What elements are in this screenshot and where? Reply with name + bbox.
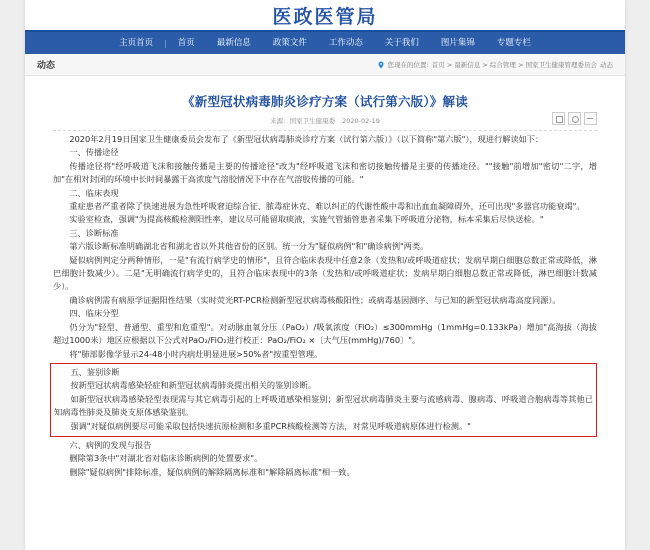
article <box>25 76 625 489</box>
paragraph-15: 如新型冠状病毒感染轻型表现需与其它病毒引起的上呼吸道感染相鉴别；新型冠状病毒肺炎主要与流感病毒、腺病毒、呼吸道合胞病毒等其他已知病毒性肺炎及肺炎支原体感染鉴别。 <box>54 393 593 418</box>
paragraph-5: 实验室检查，强调"为提高核酸检测阳性率，建议尽可能留取痰液，实施气管插管患者采集下呼吸道分泌物，标本采集后尽快送检。" <box>69 214 544 225</box>
breadcrumb <box>25 54 625 76</box>
paragraph-17: 六、病例的发现与报告 <box>69 439 152 450</box>
nav-item-1[interactable]: 首页 <box>177 38 195 48</box>
paragraph-11: 仍分为"轻型、普通型、重型和危重型"。对动脉血氧分压（PaO₂）/吸氧浓度（FiO₂）≤300mmHg（1mmHg=0.133kPa）增加"高海拔（海拔超过1000米）地区应根据以下公式对PaO₂/FiO₂进行校正：PaO₂/FiO₂ ×〔大气压(mmHg)/760〕"。 <box>53 321 597 346</box>
nav-item-7[interactable]: 专题专栏 <box>496 38 531 48</box>
paragraph-10: 四、临床分型 <box>69 308 119 319</box>
breadcrumb-path[interactable]: 首页 > 最新信息 > 综合管理 > 国家卫生健康管理委员会 <box>431 61 597 69</box>
nav-item-3[interactable]: 政策文件 <box>272 38 307 48</box>
breadcrumb-path-wrap <box>377 60 617 69</box>
share-icon[interactable] <box>568 112 581 125</box>
site-container <box>25 0 625 550</box>
paragraph-9: 确诊病例需有病原学证据阳性结果（实时荧光RT-PCR检测新型冠状病毒核酸阳性；或病毒基因测序、与已知的新型冠状病毒高度同源）。 <box>69 294 561 305</box>
nav-item-0[interactable]: 主页首页 <box>119 38 154 48</box>
site-title: 医政医管局 <box>272 5 378 28</box>
paragraph-13: 五、鉴别诊断 <box>70 366 120 377</box>
paragraph-7: 第六版诊断标准明确湖北省和湖北省以外其他省份的区别。统一分为"疑似病例"和"确诊病例"两类。 <box>69 241 429 252</box>
nav-separator: | <box>164 38 167 48</box>
nav-item-4[interactable]: 工作动态 <box>328 38 363 48</box>
page-title: 《新型冠状病毒肺炎诊疗方案（试行第六版）》解读 <box>182 94 468 109</box>
paragraph-14: 按新型冠状病毒感染轻症和新型冠状病毒肺炎提出相关的鉴别诊断。 <box>70 380 317 391</box>
paragraph-12: 将"肺部影像学显示24-48小时内病灶明显进展>50%者"按重型管理。 <box>69 348 323 359</box>
paragraph-16: 强调"对疑似病例要尽可能采取包括快速抗原检测和多重PCR核酸检测等方法，对常见呼吸道病原体进行检测。" <box>70 420 471 431</box>
breadcrumb-location-prefix: 您现在的位置: <box>387 61 429 69</box>
article-body <box>53 133 597 479</box>
paragraph-4: 重症患者严重者除了快速进展为急性呼吸窘迫综合征、脓毒症休克、难以纠正的代谢性酸中毒和出血血凝障碍外，还可出现"多器官功能衰竭"。 <box>69 201 585 212</box>
article-date: 2020-02-19 <box>342 116 380 125</box>
paragraph-3: 二、临床表现 <box>69 187 119 198</box>
main-navigation[interactable] <box>25 32 625 54</box>
highlighted-section <box>50 363 597 437</box>
font-size-icon[interactable] <box>584 112 597 125</box>
paragraph-19: 删除"疑似病例"排除标准，疑似病例的解除隔离标准和"解除隔离标准"相一致。 <box>69 466 355 477</box>
paragraph-1: 一、传播途径 <box>69 147 119 158</box>
paragraph-8: 疑似病例判定分两种情形，一是"有流行病学史的情形"，且符合临床表现中任意2条（发热和/或呼吸道症状；发病早期白细胞总数正常或降低，淋巴细胞计数减少）。二是"无明确流行病学史的，且符合临床表现中的3条（发热和/或呼吸道症状；发病早期白细胞总数正常或降低，淋巴细胞计数减少）。 <box>53 254 597 292</box>
nav-item-2[interactable]: 最新信息 <box>216 38 251 48</box>
article-meta <box>53 116 597 131</box>
print-icon[interactable] <box>552 112 565 125</box>
paragraph-6: 三、诊断标准 <box>69 227 119 238</box>
breadcrumb-tail: 动态 <box>600 61 613 69</box>
nav-item-5[interactable]: 关于我们 <box>384 38 419 48</box>
paragraph-18: 删除第3条中"对湖北省对临床诊断病例的处置要求"。 <box>69 453 263 464</box>
nav-item-6[interactable]: 图片集锦 <box>440 38 475 48</box>
article-tools[interactable] <box>552 112 597 125</box>
paragraph-2: 传播途径将"经呼吸道飞沫和接触传播是主要的传播途径"改为"经呼吸道飞沫和密切接触传播是主要的传播途径。""接触"前增加"密切"二字，增加"在相对封闭的环境中长时间暴露于高浓度气溶胶情况下中存在气溶胶传播的可能。" <box>53 160 597 185</box>
paragraph-0: 2020年2月19日国家卫生健康委员会发布了《新型冠状病毒肺炎诊疗方案（试行第六版）》（以下简称"第六版"），现进行解读如下： <box>69 134 544 144</box>
site-header <box>25 0 625 32</box>
location-pin-icon <box>377 61 385 69</box>
breadcrumb-section-label: 动态 <box>37 61 56 71</box>
article-source: 来源：国家卫生健康委 <box>270 117 336 125</box>
